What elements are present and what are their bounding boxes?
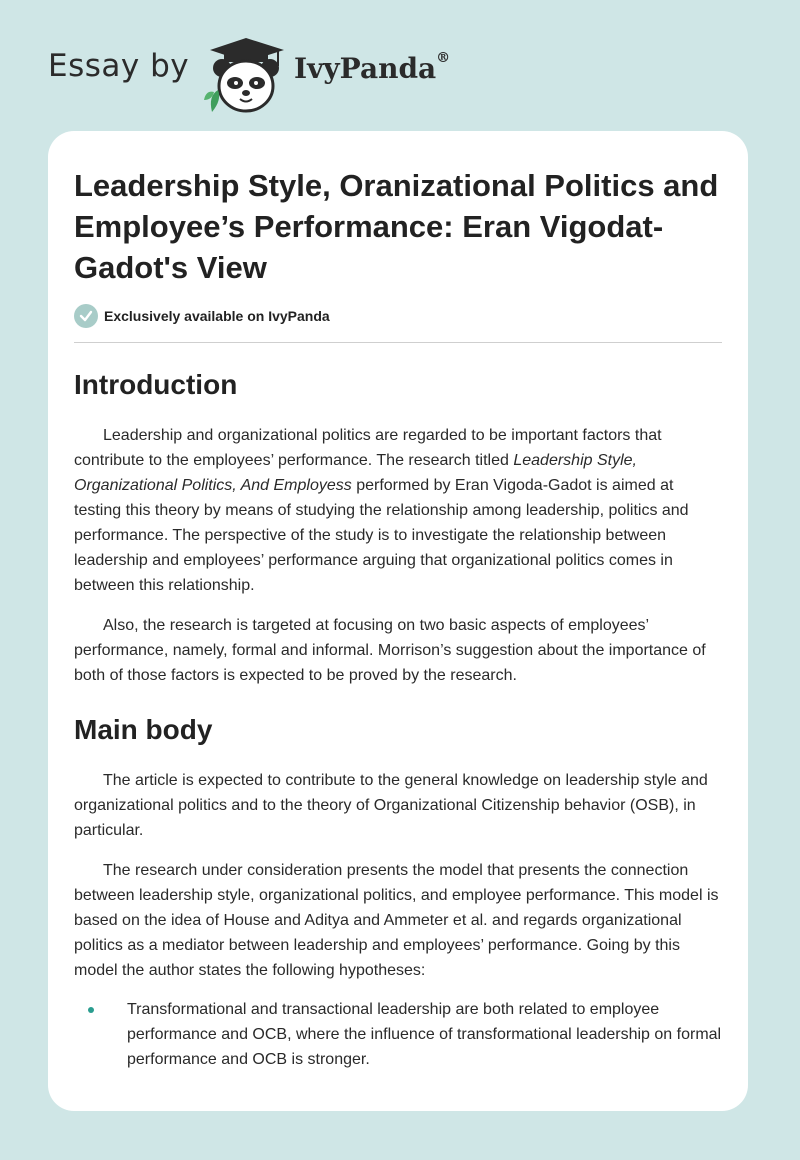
paragraph: Also, the research is targeted at focusing on two basic aspects of employees’ performance, namely, formal and informal. Morrison’s suggestion about the importance of both of those factors is expected to be proved by the research.: [74, 617, 706, 684]
brand-name[interactable]: [294, 52, 450, 85]
article-card: [48, 131, 748, 1111]
italic-title: Leadership Style, Organizational Politics, And Employess: [74, 452, 637, 494]
hypotheses-list: [74, 997, 722, 1072]
brand-text: IvyPanda: [294, 52, 437, 85]
exclusive-badge: [74, 304, 722, 328]
badge-text: Exclusively available on IvyPanda: [104, 308, 330, 324]
registered-mark: ®: [436, 50, 451, 66]
check-icon: [74, 304, 98, 328]
list-item: Transformational and transactional leadership are both related to employee performance and OCB, where the influence of transformational leadership on formal performance and OCB is stronger.: [74, 997, 722, 1072]
paragraph: The research under consideration presents the model that presents the connection between leadership style, organizational politics, and employee performance. This model is based on the idea of House and Aditya and Ammeter et al. and regards organizational politics as a mediator between leadership and employees’ performance. Going by this model the author states the following hypotheses:: [74, 862, 719, 979]
paragraph-text: performed by Eran Vigoda-Gadot is aimed at testing this theory by means of studying the relationship among leadership, politics and performance. The perspective of the study is to investigate the relationship between leadership and employees’ performance arguing that organizational politics comes in between this relationship.: [74, 477, 689, 594]
paragraph-text: Leadership and organizational politics are regarded to be important factors that contribute to the employees’ performance. The research titled: [74, 427, 662, 469]
paragraph: [74, 423, 722, 598]
paragraph: The article is expected to contribute to the general knowledge on leadership style and organizational politics and to the theory of Organizational Citizenship behavior (OSB), in particular.: [74, 772, 708, 839]
section-heading-main-body: Main body: [74, 714, 213, 745]
divider: [74, 342, 722, 343]
essay-by-label: Essay by: [48, 48, 190, 84]
site-header: [0, 0, 800, 130]
panda-logo-icon[interactable]: [198, 34, 288, 114]
article-title: Leadership Style, Oranizational Politics and Employee’s Performance: Eran Vigodat-Gadot's View: [74, 168, 719, 285]
section-heading-introduction: Introduction: [74, 369, 238, 400]
